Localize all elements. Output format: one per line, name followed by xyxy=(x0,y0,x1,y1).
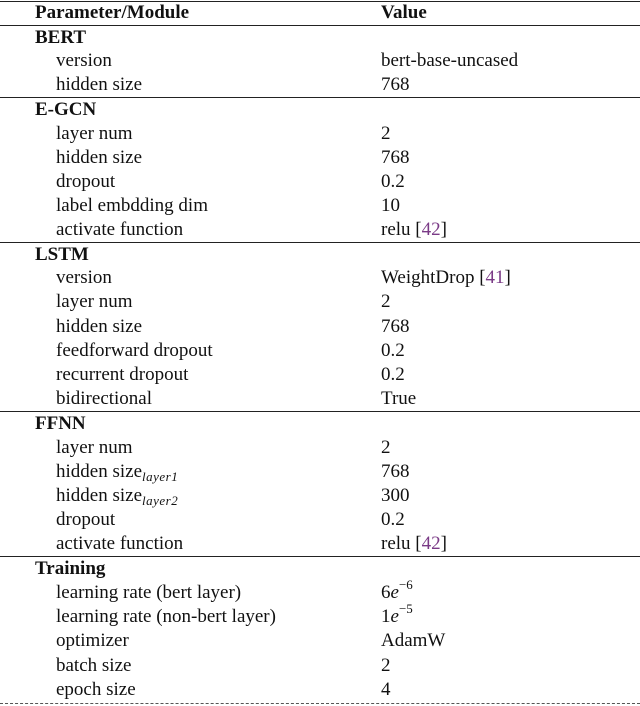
section-ffnn xyxy=(0,411,640,435)
table-row: hidden size$_{layer2}$ 300 xyxy=(56,485,410,508)
section-egcn xyxy=(0,97,640,121)
table-row: epoch size 4 xyxy=(56,679,391,700)
table-row: label embdding dim 10 xyxy=(56,195,400,216)
table-row: bidirectional True xyxy=(56,388,417,409)
table-row: optimizer AdamW xyxy=(56,630,446,651)
table-row: hidden size 768 xyxy=(56,147,410,168)
section-title: E-GCN xyxy=(35,99,97,120)
section-training xyxy=(0,556,640,580)
section-title: Training xyxy=(35,558,106,579)
citation-link[interactable]: 42 xyxy=(421,533,441,554)
table-row: hidden size 768 xyxy=(56,74,410,95)
table-row: activate function relu [42] xyxy=(56,219,447,240)
section-title: FFNN xyxy=(35,413,86,434)
section-title: BERT xyxy=(35,27,87,48)
section-bert xyxy=(0,25,640,49)
table-header-row xyxy=(0,1,640,25)
table-row: batch size 2 xyxy=(56,655,391,676)
table-row: recurrent dropout 0.2 xyxy=(56,364,405,385)
header-value: Value xyxy=(381,2,427,23)
section-title: LSTM xyxy=(35,244,89,265)
table-row: layer num 2 xyxy=(56,123,391,144)
table-row: activate function relu [42] xyxy=(56,533,447,554)
table-row: layer num 2 xyxy=(56,291,391,312)
table-row: hidden size 768 xyxy=(56,316,410,337)
table-row: layer num 2 xyxy=(56,437,391,458)
table-row: learning rate (bert layer) $6e^{-6}$ xyxy=(56,577,413,603)
table-row: version WeightDrop [41] xyxy=(56,267,511,288)
table-row: version bert-base-uncased xyxy=(56,50,519,71)
table-row: feedforward dropout 0.2 xyxy=(56,340,405,361)
citation-link[interactable]: 41 xyxy=(485,267,505,288)
section-lstm xyxy=(0,242,640,266)
citation-link[interactable]: 42 xyxy=(421,219,441,240)
table-row: dropout 0.2 xyxy=(56,509,405,530)
header-parameter: Parameter/Module xyxy=(35,2,190,23)
table-row: dropout 0.2 xyxy=(56,171,405,192)
table-row: learning rate (non-bert layer) $1e^{-5}$ xyxy=(56,601,413,627)
table-row: hidden size$_{layer1}$ 768 xyxy=(56,461,410,484)
table-bottom-rule xyxy=(0,703,640,704)
